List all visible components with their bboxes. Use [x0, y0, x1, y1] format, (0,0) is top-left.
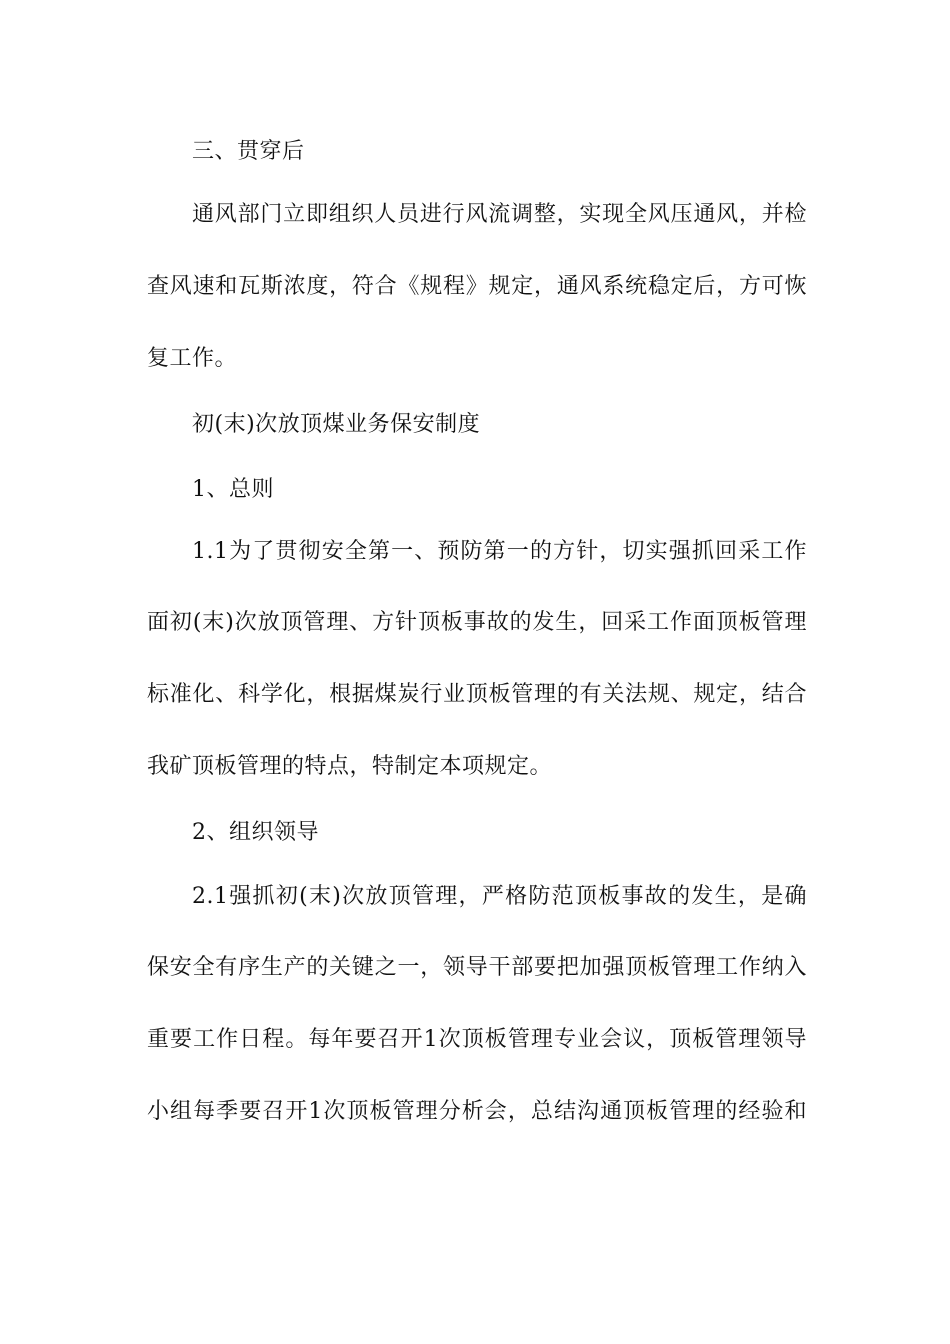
paragraph-line: 2.1强抓初(末)次放顶管理，严格防范顶板事故的发生，是确: [192, 884, 807, 909]
paragraph-line: 保安全有序生产的关键之一，领导干部要把加强顶板管理工作纳入: [147, 955, 807, 980]
paragraph-line: 标准化、科学化，根据煤炭行业顶板管理的有关法规、规定，结合: [147, 682, 807, 707]
paragraph-line: 1.1为了贯彻安全第一、预防第一的方针，切实强抓回采工作: [192, 539, 807, 564]
section-heading: 2、组织领导: [192, 820, 319, 845]
section-heading: 三、贯穿后: [192, 139, 305, 164]
paragraph-line: 小组每季要召开1次顶板管理分析会，总结沟通顶板管理的经验和: [147, 1099, 807, 1124]
paragraph-line: 面初(末)次放顶管理、方针顶板事故的发生，回采工作面顶板管理: [147, 610, 807, 635]
paragraph-line: 通风部门立即组织人员进行风流调整，实现全风压通风，并检: [192, 202, 807, 227]
section-heading: 1、总则: [192, 477, 274, 502]
paragraph-line: 查风速和瓦斯浓度，符合《规程》规定，通风系统稳定后，方可恢: [147, 274, 807, 299]
paragraph-line: 复工作。: [147, 346, 238, 371]
paragraph-line: 我矿顶板管理的特点，特制定本项规定。: [147, 754, 553, 779]
paragraph-line: 重要工作日程。每年要召开1次顶板管理专业会议，顶板管理领导: [147, 1027, 807, 1052]
document-title: 初(末)次放顶煤业务保安制度: [192, 412, 481, 437]
